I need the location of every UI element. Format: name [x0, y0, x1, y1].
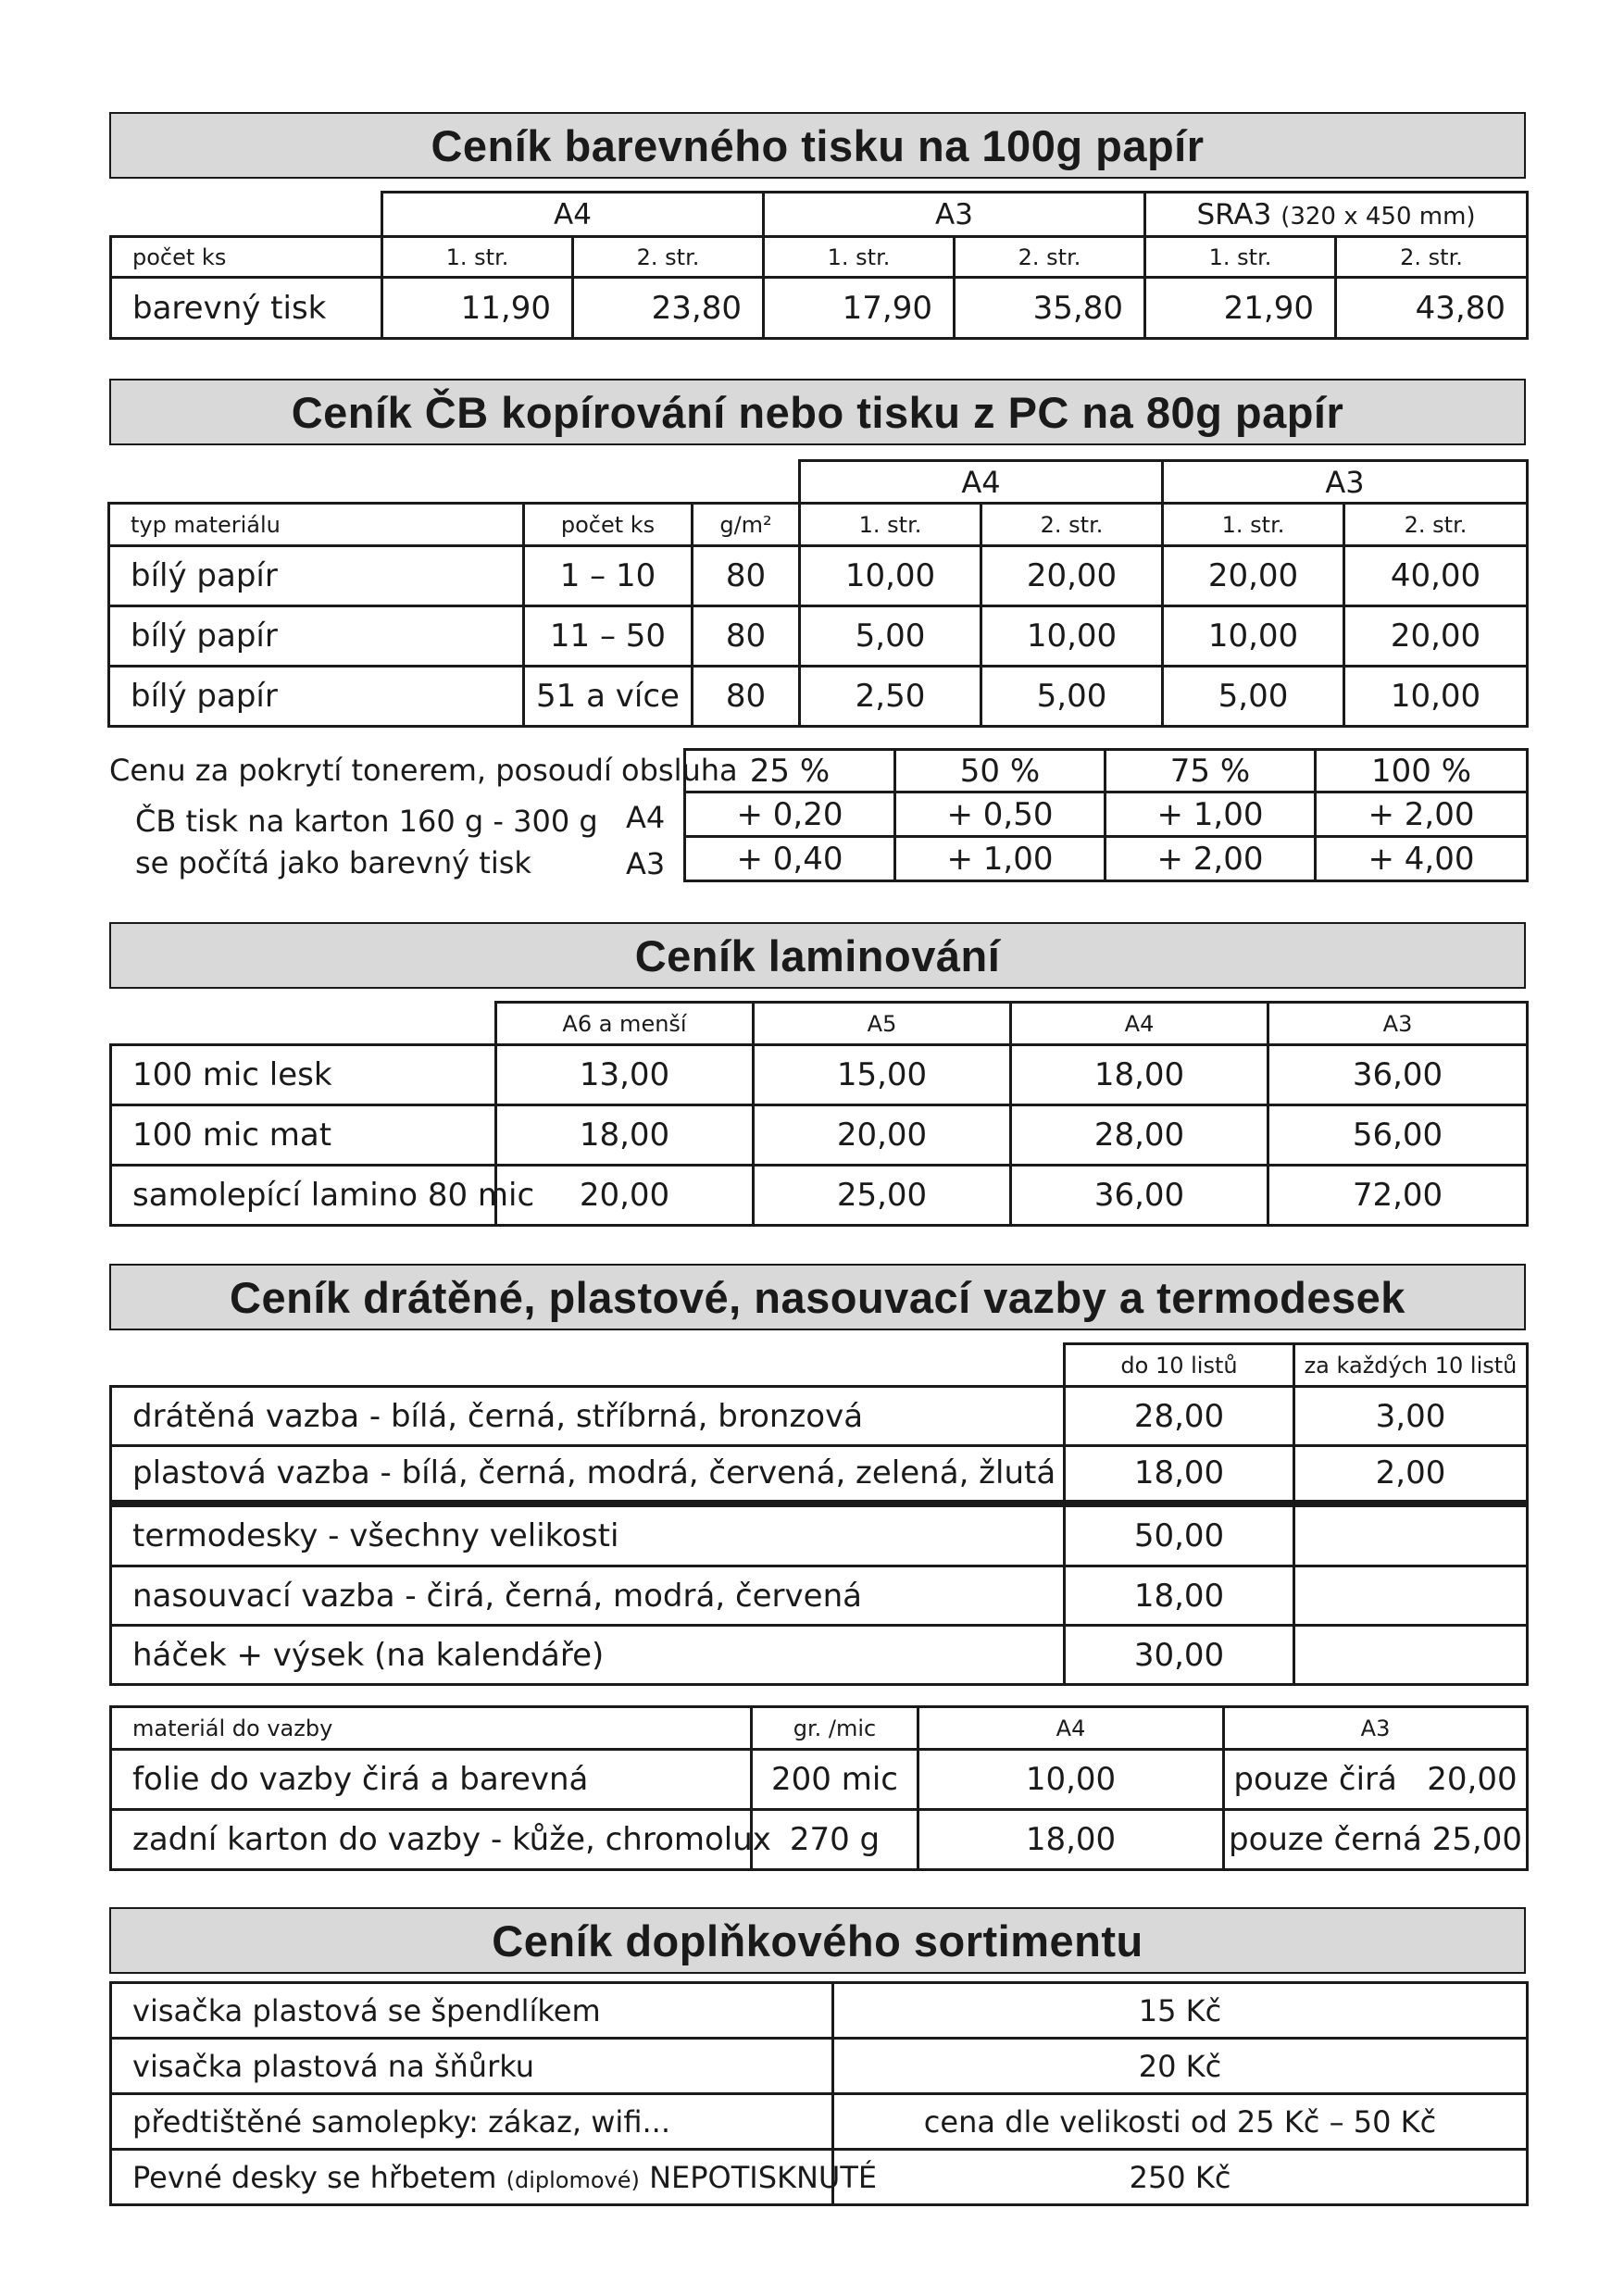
material-cell: bílý papír	[109, 606, 524, 667]
item-label: visačka plastová na šňůrku	[111, 2039, 833, 2094]
column-header: do 10 listů	[1065, 1344, 1294, 1387]
side-header: 2. str.	[955, 237, 1145, 278]
table-row	[111, 1105, 1528, 1166]
row-label: folie do vazby čirá a barevná	[111, 1750, 752, 1810]
format-header: A4	[800, 461, 1163, 504]
price-cell: 28,00	[1065, 1387, 1294, 1446]
row-label: termodesky - všechny velikosti	[111, 1504, 1065, 1566]
coverage-header: 100 %	[1316, 750, 1528, 792]
table-row	[111, 1045, 1528, 1105]
price-cell: pouze čirá 20,00	[1224, 1750, 1528, 1810]
table-row	[111, 1566, 1528, 1626]
bw-print-table	[107, 459, 1529, 728]
price-cell: 5,00	[1163, 667, 1344, 727]
toner-note: se počítá jako barevný tisk	[135, 845, 531, 880]
column-header: A4	[1011, 1003, 1268, 1045]
surcharge-cell: + 0,40	[685, 837, 895, 881]
column-header: za každých 10 listů	[1294, 1344, 1528, 1387]
qty-cell: 51 a více	[524, 667, 693, 727]
price-cell: 3,00	[1294, 1387, 1528, 1446]
side-header: 2. str.	[573, 237, 764, 278]
row-label: barevný tisk	[111, 278, 382, 339]
weight-cell: 80	[693, 606, 800, 667]
price-cell: 21,90	[1145, 278, 1336, 339]
price-cell: 36,00	[1268, 1045, 1528, 1105]
table-row	[109, 667, 1528, 727]
extras-table	[109, 1981, 1529, 2206]
section-title-binding: Ceník drátěné, plastové, nasouvací vazby a termodesek	[109, 1264, 1526, 1330]
surcharge-cell: + 1,00	[895, 837, 1106, 881]
table-row	[111, 2039, 1528, 2094]
column-header: materiál do vazby	[111, 1707, 752, 1750]
lamination-table	[109, 1001, 1529, 1227]
price-cell: 2,00	[1294, 1446, 1528, 1504]
format-header: A3	[764, 193, 1145, 237]
surcharge-cell: + 1,00	[1106, 792, 1316, 837]
table-row	[111, 2094, 1528, 2150]
price-cell: 20 Kč	[833, 2039, 1528, 2094]
table-row	[111, 1750, 1528, 1810]
table-row	[111, 1387, 1528, 1446]
column-header: A3	[1268, 1003, 1528, 1045]
table-row	[111, 1810, 1528, 1870]
color-print-table	[109, 191, 1529, 340]
coverage-header: 25 %	[685, 750, 895, 792]
price-cell	[1294, 1504, 1528, 1566]
price-cell: 15,00	[754, 1045, 1011, 1105]
column-header: A5	[754, 1003, 1011, 1045]
price-cell: 28,00	[1011, 1105, 1268, 1166]
row-header: počet ks	[111, 237, 382, 278]
price-cell: 20,00	[1344, 606, 1528, 667]
price-cell	[1294, 1626, 1528, 1685]
price-cell: 18,00	[1065, 1446, 1294, 1504]
price-cell: 40,00	[1344, 546, 1528, 606]
item-label: visačka plastová se špendlíkem	[111, 1983, 833, 2039]
table-row	[111, 1626, 1528, 1685]
section-title-color-print: Ceník barevného tisku na 100g papír	[109, 112, 1526, 179]
column-header: 2. str.	[1344, 504, 1528, 546]
weight-cell: 80	[693, 667, 800, 727]
format-header-sra3: SRA3 (320 x 450 mm)	[1145, 193, 1528, 237]
blank-cell	[111, 193, 382, 237]
price-cell: 25,00	[754, 1166, 1011, 1226]
coverage-header: 75 %	[1106, 750, 1316, 792]
column-header: typ materiálu	[109, 504, 524, 546]
surcharge-cell: + 2,00	[1106, 837, 1316, 881]
price-cell: 18,00	[1011, 1045, 1268, 1105]
column-header: 1. str.	[1163, 504, 1344, 546]
toner-format-label: A4	[626, 800, 666, 835]
surcharge-cell: + 0,20	[685, 792, 895, 837]
price-cell: 23,80	[573, 278, 764, 339]
column-header: 2. str.	[981, 504, 1163, 546]
material-cell: bílý papír	[109, 667, 524, 727]
toner-note: Cenu za pokrytí tonerem, posoudí obsluha	[109, 753, 738, 788]
side-header: 1. str.	[1145, 237, 1336, 278]
price-cell: 2,50	[800, 667, 981, 727]
price-cell: 18,00	[496, 1105, 754, 1166]
table-row	[111, 1166, 1528, 1226]
price-cell: 18,00	[1065, 1566, 1294, 1626]
price-cell: 10,00	[918, 1750, 1224, 1810]
price-cell: 50,00	[1065, 1504, 1294, 1566]
column-header: A3	[1224, 1707, 1528, 1750]
weight-cell: 200 mic	[752, 1750, 918, 1810]
blank-cell	[109, 461, 800, 504]
weight-cell: 270 g	[752, 1810, 918, 1870]
price-cell: pouze černá 25,00	[1224, 1810, 1528, 1870]
material-cell: bílý papír	[109, 546, 524, 606]
table-row	[111, 1446, 1528, 1504]
format-header: A4	[382, 193, 764, 237]
price-cell: 36,00	[1011, 1166, 1268, 1226]
row-label: 100 mic mat	[111, 1105, 496, 1166]
table-row	[111, 1983, 1528, 2039]
side-header: 2. str.	[1336, 237, 1528, 278]
row-label: nasouvací vazba - čirá, černá, modrá, červená	[111, 1566, 1065, 1626]
surcharge-cell: + 0,50	[895, 792, 1106, 837]
column-header: 1. str.	[800, 504, 981, 546]
blank-cell	[111, 1003, 496, 1045]
row-label: plastová vazba - bílá, černá, modrá, červená, zelená, žlutá	[111, 1446, 1065, 1504]
format-header: A3	[1163, 461, 1528, 504]
price-cell: 10,00	[1163, 606, 1344, 667]
price-cell	[1294, 1566, 1528, 1626]
table-row	[109, 606, 1528, 667]
column-header: počet ks	[524, 504, 693, 546]
price-cell: 43,80	[1336, 278, 1528, 339]
price-cell: 56,00	[1268, 1105, 1528, 1166]
qty-cell: 1 – 10	[524, 546, 693, 606]
price-cell: 20,00	[981, 546, 1163, 606]
side-header: 1. str.	[764, 237, 955, 278]
price-cell: 20,00	[496, 1166, 754, 1226]
price-cell: 72,00	[1268, 1166, 1528, 1226]
blank-cell	[111, 1344, 1065, 1387]
binding-material-table	[109, 1705, 1529, 1871]
price-cell: 10,00	[800, 546, 981, 606]
column-header: gr. /mic	[752, 1707, 918, 1750]
price-cell: 20,00	[754, 1105, 1011, 1166]
row-label: samolepící lamino 80 mic	[111, 1166, 496, 1226]
section-title-extras: Ceník doplňkového sortimentu	[109, 1907, 1526, 1974]
table-row	[109, 546, 1528, 606]
toner-format-label: A3	[626, 846, 666, 881]
table-row	[111, 2150, 1528, 2205]
column-header: g/m²	[693, 504, 800, 546]
price-cell: 35,80	[955, 278, 1145, 339]
price-cell: 11,90	[382, 278, 573, 339]
price-cell: 5,00	[800, 606, 981, 667]
qty-cell: 11 – 50	[524, 606, 693, 667]
column-header: A6 a menší	[496, 1003, 754, 1045]
section-title-bw-print: Ceník ČB kopírování nebo tisku z PC na 80g papír	[109, 379, 1526, 445]
price-cell: 18,00	[918, 1810, 1224, 1870]
row-label: drátěná vazba - bílá, černá, stříbrná, bronzová	[111, 1387, 1065, 1446]
weight-cell: 80	[693, 546, 800, 606]
price-cell: 13,00	[496, 1045, 754, 1105]
price-cell: 20,00	[1163, 546, 1344, 606]
surcharge-cell: + 2,00	[1316, 792, 1528, 837]
coverage-header: 50 %	[895, 750, 1106, 792]
toner-note: ČB tisk na karton 160 g - 300 g	[135, 804, 598, 839]
binding-table	[109, 1342, 1529, 1686]
price-cell: cena dle velikosti od 25 Kč – 50 Kč	[833, 2094, 1528, 2150]
column-header: A4	[918, 1707, 1224, 1750]
row-label: háček + výsek (na kalendáře)	[111, 1626, 1065, 1685]
item-label: předtištěné samolepky: zákaz, wifi...	[111, 2094, 833, 2150]
price-cell: 10,00	[981, 606, 1163, 667]
price-cell: 15 Kč	[833, 1983, 1528, 2039]
table-row	[111, 1504, 1528, 1566]
price-cell: 5,00	[981, 667, 1163, 727]
row-label: zadní karton do vazby - kůže, chromolux	[111, 1810, 752, 1870]
surcharge-cell: + 4,00	[1316, 837, 1528, 881]
row-label: 100 mic lesk	[111, 1045, 496, 1105]
item-label: Pevné desky se hřbetem (diplomové) NEPOTISKNUTÉ	[111, 2150, 833, 2205]
price-cell: 30,00	[1065, 1626, 1294, 1685]
side-header: 1. str.	[382, 237, 573, 278]
section-title-lamination: Ceník laminování	[109, 922, 1526, 989]
price-cell: 10,00	[1344, 667, 1528, 727]
toner-table	[683, 748, 1529, 882]
price-cell: 250 Kč	[833, 2150, 1528, 2205]
price-cell: 17,90	[764, 278, 955, 339]
